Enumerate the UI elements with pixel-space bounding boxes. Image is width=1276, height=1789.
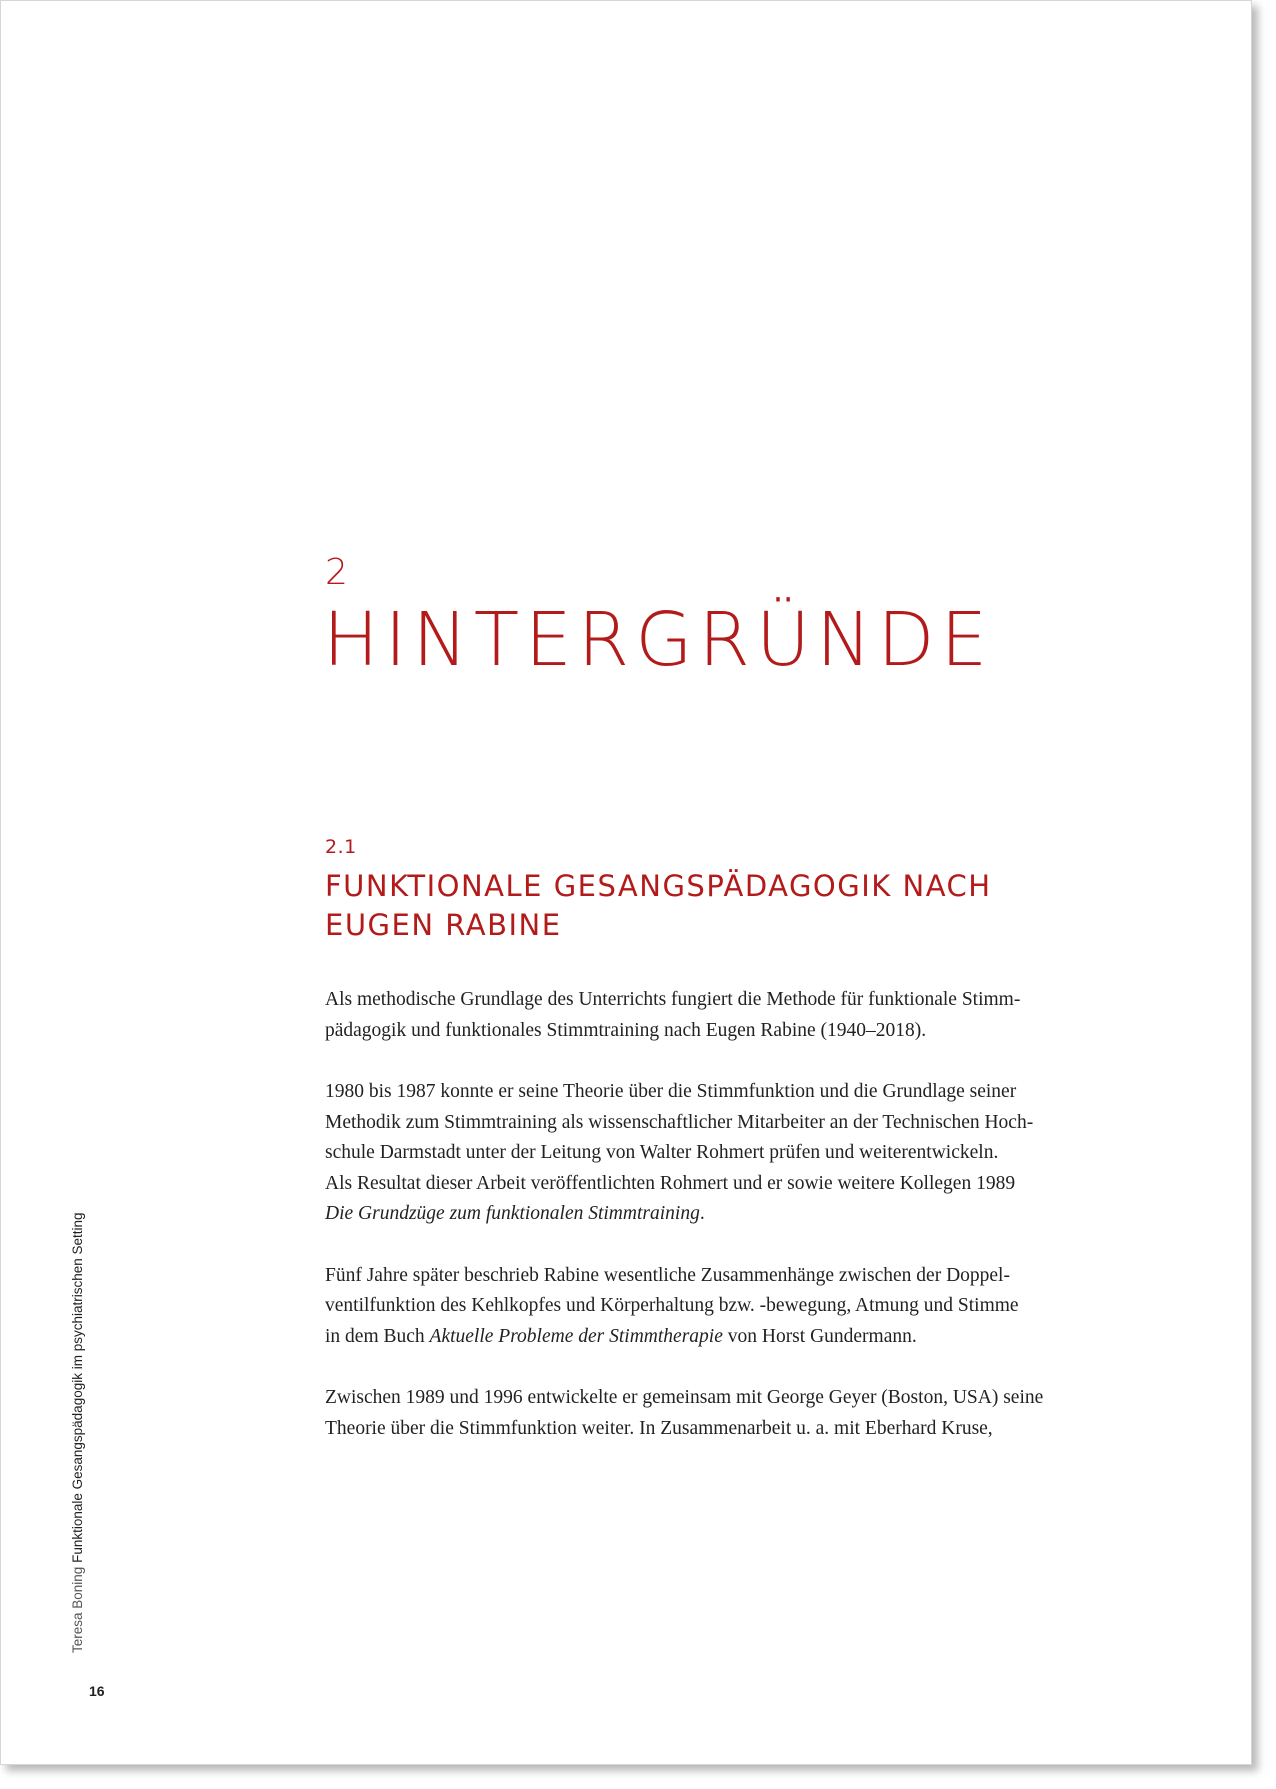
section-title bbox=[325, 867, 1145, 945]
page-number: 16 bbox=[89, 1683, 105, 1699]
text-line: ventilfunktion des Kehlkopfes und Körperhaltung bzw. -bewegung, Atmung und Stimme bbox=[325, 1295, 1019, 1316]
section-number: 2.1 bbox=[325, 836, 357, 858]
text-line: schule Darmstadt unter der Leitung von Walter Rohmert prüfen und weiterentwickeln. bbox=[325, 1142, 999, 1163]
running-title-author: Teresa Boning bbox=[70, 1566, 85, 1653]
text-line bbox=[325, 1199, 1095, 1230]
text-line: Als methodische Grundlage des Unterrichts fungiert die Methode für funktionale Stimm- bbox=[325, 989, 1021, 1010]
book-title-italic: Aktuelle Probleme der Stimmtherapie bbox=[429, 1325, 723, 1347]
book-title-italic: Die Grundzüge zum funktionalen Stimmtraining bbox=[325, 1203, 700, 1224]
body-text bbox=[325, 985, 1095, 1475]
chapter-number: 2 bbox=[325, 552, 348, 593]
paragraph bbox=[325, 985, 1095, 1046]
text-line: Als Resultat dieser Arbeit veröffentlichten Rohmert und er sowie weitere Kollegen 1989 bbox=[325, 1172, 1016, 1194]
text-fragment: in dem Buch bbox=[325, 1325, 430, 1347]
section-title-line: EUGEN RABINE bbox=[325, 908, 562, 942]
text-line: 1980 bis 1987 konnte er seine Theorie über die Stimmfunktion und die Grundlage seiner bbox=[325, 1081, 1017, 1102]
text-line: Fünf Jahre später beschrieb Rabine wesentliche Zusammenhänge zwischen der Doppel- bbox=[325, 1264, 1010, 1286]
paragraph bbox=[325, 1261, 1095, 1353]
text-line: Zwischen 1989 und 1996 entwickelte er gemeinsam mit George Geyer (Boston, USA) seine bbox=[325, 1387, 1044, 1408]
text-line: pädagogik und funktionales Stimmtraining nach Eugen Rabine (1940–2018). bbox=[325, 1019, 927, 1041]
text-line: Theorie über die Stimmfunktion weiter. In Zusammenarbeit u. a. mit Eberhard Kruse, bbox=[325, 1417, 993, 1439]
text-fragment: . bbox=[699, 1203, 705, 1224]
section-title-line: FUNKTIONALE GESANGSPÄDAGOGIK NACH bbox=[325, 869, 992, 903]
paragraph bbox=[325, 1077, 1095, 1230]
chapter-title: HINTERGRÜNDE bbox=[323, 597, 994, 683]
running-title-book: Funktionale Gesangspädagogik im psychiatrischen Setting bbox=[70, 1212, 85, 1563]
paragraph bbox=[325, 1383, 1095, 1444]
text-line bbox=[325, 1322, 1095, 1353]
running-title bbox=[69, 1212, 87, 1653]
text-line: Methodik zum Stimmtraining als wissenschaftlicher Mitarbeiter an der Technischen Hoch- bbox=[325, 1111, 1034, 1133]
text-fragment: von Horst Gundermann. bbox=[722, 1325, 917, 1347]
